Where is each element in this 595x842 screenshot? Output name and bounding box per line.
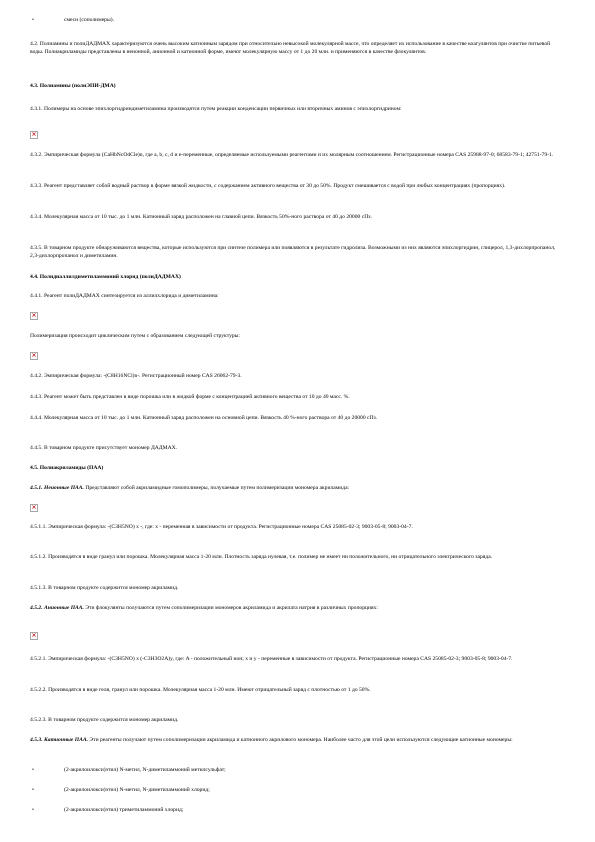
paragraph-4-2: 4.2. Полиамины и полиДАДМАХ характеризуются очень высоким катионным зарядом при относительно невысокой молекулярной массе, что определяет их использование в качестве коагулянтов при очистке питьевой воды. Полиакриламиды представлены в неионной, анионной и катионной форме, имеют молекулярную массу от 1 до 20 млн. и применяются в качестве флокулянтов.	[30, 41, 551, 55]
bullet-icon: •	[32, 807, 34, 813]
bullet-icon: •	[32, 787, 34, 793]
paragraph-4-5-2	[30, 604, 562, 612]
paragraph-4-3-1: 4.3.1. Полимеры на основе эпихлоргидриндиметиламина производятся путем реакции конденсации первичных или вторичных аминов с эпихлоргидрином:	[30, 106, 402, 112]
paragraph-4-4-2: 4.4.2. Эмпирическая формула: -(C8H16NCl)n-. Регистрационный номер CAS 26062-79-3.	[30, 373, 242, 379]
list-item-text: (2-акрилоилокси)этил) N-метил, N-диметиламмоний метилсульфат;	[64, 767, 226, 773]
paragraph-4-5-1-1: 4.5.1.1. Эмпирическая формула: -(C3H5NO) x -, где: x - переменная в зависимости от продукта. Регистрационные номера CAS 25085-02-3; 9003-05-8; 9003-04-7.	[30, 524, 413, 530]
paragraph-4-5-2-1: 4.5.2.1. Эмпирическая формула: -(C3H5NO) x (-C3H3O2A)y, где: A - положительный ион; x и y - переменные в зависимости от продукта. Регистрационные номера CAS 25085-02-3; 9003-05-8; 9003-04-7.	[30, 656, 513, 662]
paragraph-4-5-1-3: 4.5.1.3. В товарном продукте содержится мономер акриламид.	[30, 585, 179, 591]
subsection-lead: 4.5.2. Анионные ПАА.	[30, 605, 84, 611]
section-heading-4-3: 4.3. Полиамины (полиЭПИ-ДМА)	[30, 83, 116, 89]
subsection-lead: 4.5.1. Неионные ПАА.	[30, 485, 84, 491]
section-heading-4-4: 4.4. Полидиаллилдиметиламмоний хлорид (полиДАДМАХ)	[30, 274, 181, 280]
paragraph-4-5-3	[30, 736, 562, 744]
list-item-text: (2-акрилоилокси)этил) N-метил, N-диметиламмоний хлорид;	[64, 787, 210, 793]
paragraph-4-5-2-2: 4.5.2.2. Производятся в виде геля, гранул или порошка. Молекулярная масса 1-20 млн. Имеют отрицательный заряд с плотностью от 1 до 50%.	[30, 687, 371, 693]
list-item	[30, 806, 562, 814]
paragraph-text: Эти реагенты получают путем сополимеризации акриламида и катионного акрилового мономера. Наиболее часто для этой цели используются следующие катионные мономеры:	[88, 737, 513, 743]
paragraph-4-4-5: 4.4.5. В товарном продукте присутствует мономер ДАДМАХ.	[30, 445, 178, 451]
broken-image-icon: ×	[31, 312, 37, 319]
paragraph-4-3-3: 4.3.3. Реагент представляет собой водный раствор в форме вязкой жидкости, с содержанием активного вещества от 30 до 50%. Продукт смешивается с водой при любых концентрациях (пропорциях).	[30, 183, 506, 189]
broken-image-icon: ×	[31, 504, 37, 511]
bullet-icon: •	[32, 767, 34, 773]
subsection-lead: 4.5.3. Катионные ПАА.	[30, 737, 89, 743]
bullet-icon: •	[32, 17, 34, 23]
list-item-text: (2-акрилоилокси)этил) триметиламмоний хлорид;	[64, 807, 184, 813]
paragraph-text: Эти флокулянты получаются путем сополимеризации мономеров акриламида и акрилата натрия в различных пропорциях:	[83, 605, 378, 611]
broken-image-icon: ×	[31, 131, 37, 138]
paragraph-4-3-2: 4.3.2. Эмпирическая формула (CaHbNcOdCle)n, где a, b, c, d и e-переменные, определяемые используемыми реагентами и их молярным соотношением. Регистрационные номера CAS 25988-97-0; 68583-79-1; 42751-79-1.	[30, 152, 554, 158]
paragraph-4-4-1: 4.4.1. Реагент полиДАДМАХ синтезируется из аллилхлорида и диметиламина:	[30, 293, 219, 299]
list-item	[30, 766, 562, 774]
paragraph-4-5-1	[30, 484, 562, 492]
paragraph-4-4-3: 4.4.3. Реагент может быть представлен в виде порошка или в жидкой форме с концентрацией активного вещества от 10 до 40 масс. %.	[30, 394, 350, 400]
list-item-text: смеси (сополимеры).	[64, 17, 115, 23]
paragraph-4-3-5: 4.3.5. В товарном продукте обнаруживаются вещества, которые используются при синтезе полимера или появляются в результате гидролиза. Возможными из них являются эпихлоргидрин, глицерол, 1,3-дихлорпропанол, 2,3-дихлорпропанол и диметиламин.	[30, 245, 556, 259]
paragraph-4-3-4: 4.3.4. Молекулярная масса от 10 тыс. до 1 млн. Катионный заряд расположен на главной цепи. Вязкость 50%-ного раствора от 40 до 20000 сПз.	[30, 214, 372, 220]
list-item	[30, 786, 562, 794]
list-item	[30, 16, 562, 24]
broken-image-icon: ×	[31, 352, 37, 359]
paragraph-text: Представляют собой акриламидные гомополимеры, получаемые путем полимеризации мономера акриламида:	[83, 485, 350, 491]
paragraph-4-5-2-3: 4.5.2.3. В товарном продукте содержится мономер акриламид.	[30, 717, 179, 723]
section-heading-4-5: 4.5. Полиакриламиды (ПАА)	[30, 465, 104, 471]
broken-image-icon: ×	[31, 632, 37, 639]
paragraph-4-5-1-2: 4.5.1.2. Производятся в виде гранул или порошка. Молекулярная масса 1-20 млн. Плотность заряда нулевая, т.е. полимер не имеет ни положительного, ни отрицательного электрического заряда.	[30, 554, 493, 560]
paragraph-polymerization: Полимеризация происходит циклическим путем с образованием следующей структуры:	[30, 333, 240, 339]
paragraph-4-4-4: 4.4.4. Молекулярная масса от 10 тыс. до 1 млн. Катионный заряд расположен на основной цепи. Вязкость 40 %-ного раствора от 40 до 20000 сПз.	[30, 415, 378, 421]
